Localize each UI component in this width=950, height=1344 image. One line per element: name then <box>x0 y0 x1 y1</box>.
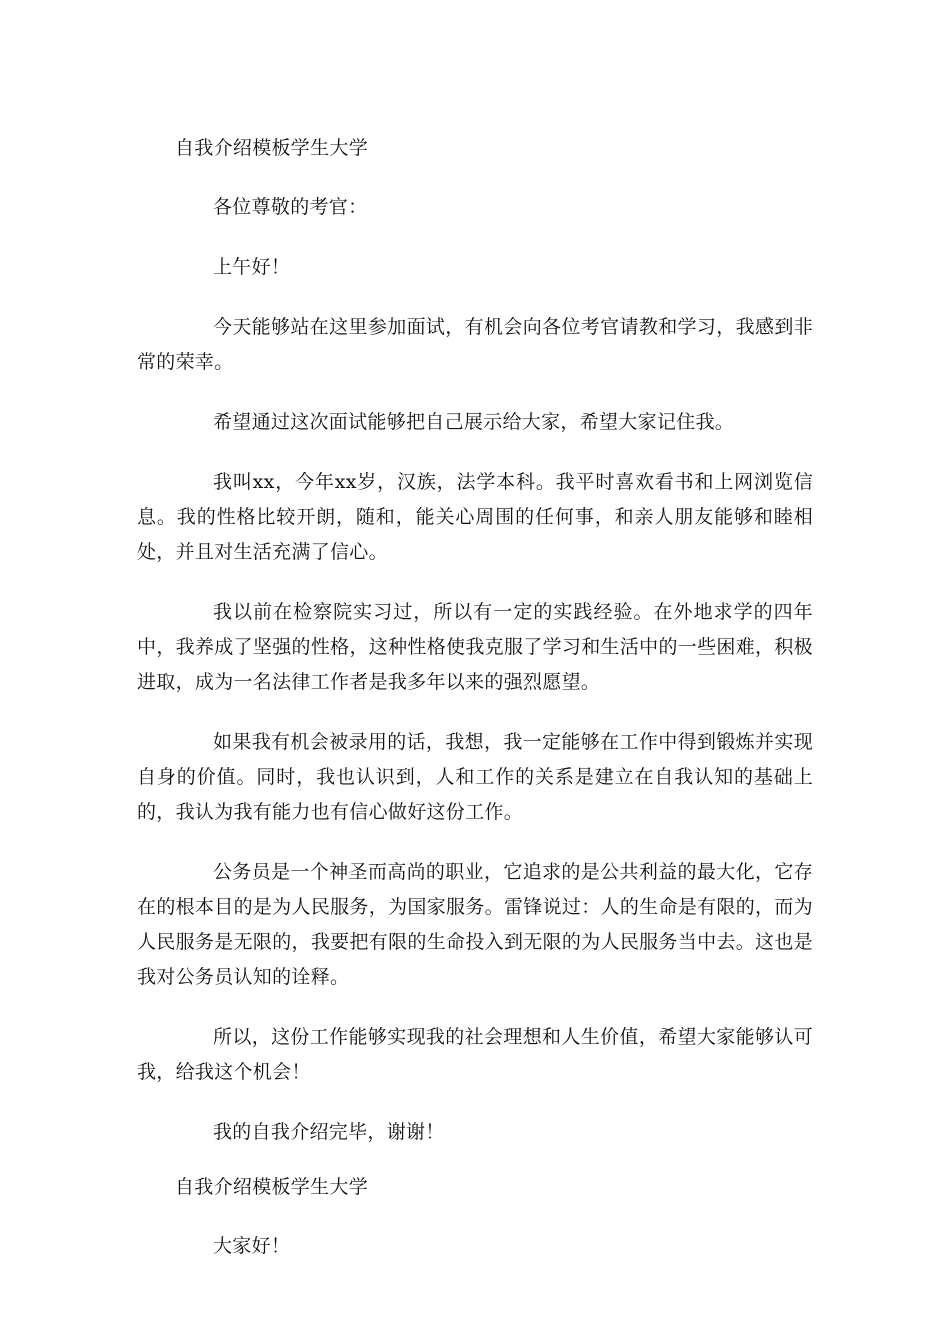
paragraph-if-hired: 如果我有机会被录用的话，我想，我一定能够在工作中得到锻炼并实现自身的价值。同时，我也认识到，人和工作的关系是建立在自我认知的基础上的，我认为我有能力也有信心做好这份工作。 <box>137 731 813 823</box>
paragraph-hope: 希望通过这次面试能够把自己展示给大家，希望大家记住我。 <box>213 411 735 433</box>
greeting-good-morning: 上午好！ <box>213 256 291 278</box>
paragraph-personal-info: 我叫xx，今年xx岁，汉族，法学本科。我平时喜欢看书和上网浏览信息。我的性格比较开朗，随和，能关心周围的任何事，和亲人朋友能够和睦相处，并且对生活充满了信心。 <box>137 471 813 563</box>
paragraph-honor: 今天能够站在这里参加面试，有机会向各位考官请教和学习，我感到非常的荣幸。 <box>137 316 813 373</box>
paragraph-conclusion: 所以，这份工作能够实现我的社会理想和人生价值，希望大家能够认可我，给我这个机会！ <box>137 1026 813 1083</box>
greeting-examiners: 各位尊敬的考官： <box>213 196 368 218</box>
greeting-everyone: 大家好！ <box>213 1235 291 1257</box>
paragraph-closing: 我的自我介绍完毕，谢谢！ <box>213 1121 445 1143</box>
paragraph-civil-servant: 公务员是一个神圣而高尚的职业，它追求的是公共利益的最大化，它存在的根本目的是为人民服务，为国家服务。雷锋说过：人的生命是有限的，而为人民服务是无限的，我要把有限的生命投入到无限的为人民服务当中去。这也是我对公务员认知的诠释。 <box>137 861 813 988</box>
document-body <box>137 136 813 1264</box>
document-title-second: 自我介绍模板学生大学 <box>175 1176 369 1198</box>
paragraph-experience: 我以前在检察院实习过，所以有一定的实践经验。在外地求学的四年中，我养成了坚强的性格，这种性格使我克服了学习和生活中的一些困难，积极进取，成为一名法律工作者是我多年以来的强烈愿望。 <box>137 601 813 693</box>
document-title: 自我介绍模板学生大学 <box>175 137 369 159</box>
